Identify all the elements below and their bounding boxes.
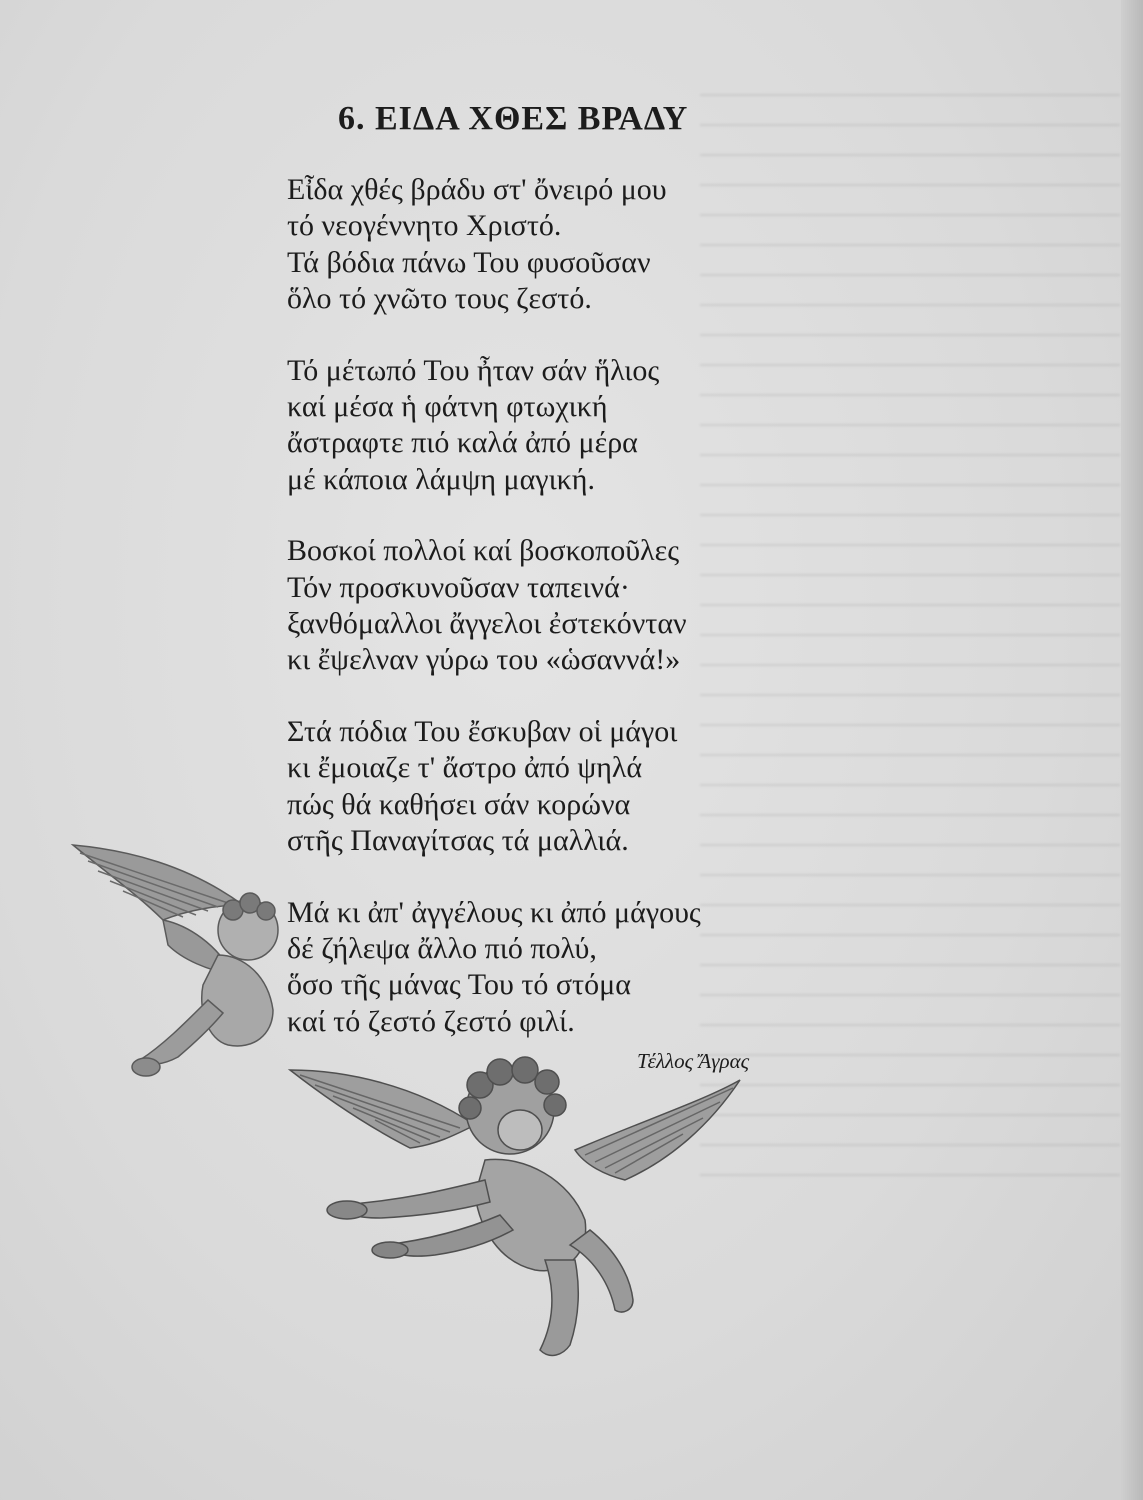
poem-line: κι ἔμοιαζε τ' ἄστρο ἀπό ψηλά <box>287 751 643 785</box>
stanza <box>287 533 847 679</box>
cherub-bottom-icon <box>285 1030 755 1380</box>
page-edge <box>1121 0 1143 1500</box>
poem-line: κι ἔψελναν γύρω του «ὡσαννά!» <box>287 643 681 677</box>
poem-line: Εἶδα χθές βράδυ στ' ὄνειρό μου <box>287 173 667 206</box>
cherub-left-icon <box>68 835 298 1095</box>
poem-line: ὅλο τό χνῶτο τους ζεστό. <box>287 282 592 316</box>
poem-line: Βοσκοί πολλοί καί βοσκοποῦλες <box>287 534 680 568</box>
stanza <box>287 172 847 318</box>
poem-line: ξανθόμαλλοι ἄγγελοι ἐστεκόνταν <box>287 607 687 641</box>
poem-line: Τά βόδια πάνω Του φυσοῦσαν <box>287 245 651 279</box>
poem-line: καί μέσα ἡ φάτνη φτωχική <box>287 390 608 424</box>
author-signature: Τέλλος Ἄγρας <box>637 1049 750 1073</box>
stanza <box>287 895 847 1041</box>
poem-line: μέ κάποια λάμψη μαγική. <box>287 462 595 496</box>
poem-line: καί τό ζεστό ζεστό φιλί. <box>287 1004 575 1038</box>
stanza <box>287 714 847 860</box>
poem-line: πώς θά καθήσει σάν κορώνα <box>287 787 631 821</box>
poem-body <box>287 172 847 1075</box>
poem-line: Τόν προσκυνοῦσαν ταπεινά· <box>287 570 630 604</box>
poem-line: Τό μέτωπό Του ἦταν σάν ἥλιος <box>287 353 660 387</box>
poem-title: 6. ΕΙΔΑ ΧΘΕΣ ΒΡΑΔΥ <box>338 100 689 137</box>
poem-line: τό νεογέννητο Χριστό. <box>287 209 562 243</box>
poem-line: Στά πόδια Του ἔσκυβαν οἱ μάγοι <box>287 714 678 748</box>
poem-line: δέ ζήλεψα ἄλλο πιό πολύ, <box>287 931 597 965</box>
stanza <box>287 353 847 499</box>
poem-line: Μά κι ἀπ' ἀγγέλους κι ἀπό μάγους <box>287 895 701 929</box>
poem-line: ἄστραφτε πιό καλά ἀπό μέρα <box>287 426 638 460</box>
poem-line: ὅσο τῆς μάνας Του τό στόμα <box>287 968 631 1002</box>
poem-line: στῆς Παναγίτσας τά μαλλιά. <box>287 824 629 858</box>
